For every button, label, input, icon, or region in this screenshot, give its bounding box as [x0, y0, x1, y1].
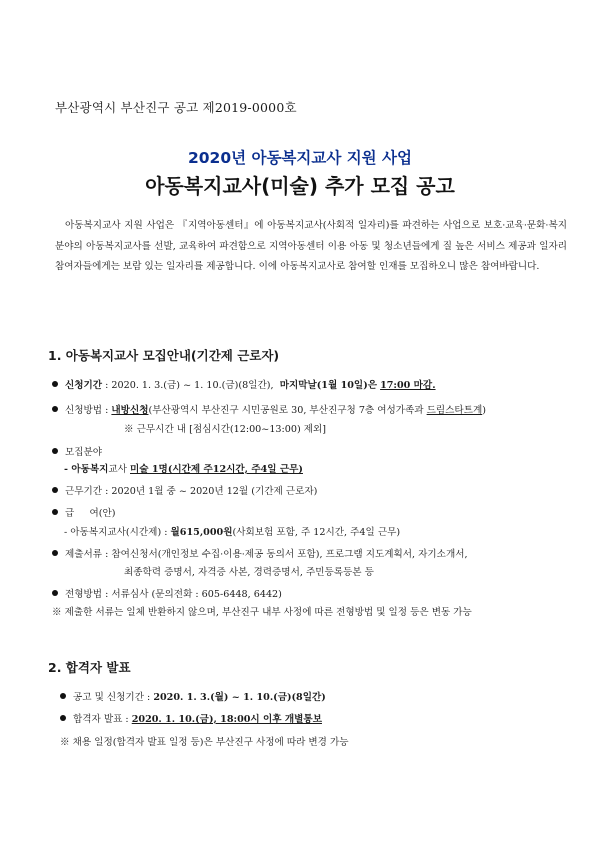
apply-period-row: 신청기간 : 2020. 1. 3.(금) ~ 1. 10.(금)(8일간), 마지막날(1월 10일)은 17:00 마감.: [52, 377, 436, 391]
announce-period-value: 2020. 1. 3.(월) ~ 1. 10.(금)(8일간): [153, 692, 326, 703]
intro-text: 아동복지교사 지원 사업은 『지역아동센터』에 아동복지교사(사회적 일자리)를 파견하는 사업으로 보호·교육·문화·복지 분야의 아동복지교사를 선발, 교육하여 파견함으로 지역아동센터 이용 아동 및 청소년들에게 질 높은 서비스 제공과 일자리 참여자들에게는 보람 있는 일자리를 제공합니다. 이에 아동복지교사로 참여할 인재를 모집하오니 많은 참여바랍니다.: [55, 220, 567, 272]
deadline-time: 17:00 마감.: [380, 380, 436, 391]
bullet-icon: [52, 448, 58, 454]
work-hours-note: ※ 근무시간 내 [점심시간(12:00~13:00) 제외]: [124, 424, 327, 435]
documents-row: 제출서류 : 참여신청서(개인정보 수집·이용·제공 동의서 포함), 프로그램 지도계획서, 자기소개서,: [52, 546, 468, 560]
screening-row: 전형방법 : 서류심사 (문의전화 : 605-6448, 6442): [52, 586, 282, 600]
notice-number: 부산광역시 부산진구 공고 제2019-0000호: [55, 100, 297, 115]
apply-method-value: 내방신청: [111, 405, 149, 416]
section2-note: ※ 채용 일정(합격자 발표 일정 등)은 부산진구 사정에 따라 변경 가능: [60, 737, 349, 748]
page-title: 아동복지교사(미술) 추가 모집 공고: [145, 174, 455, 198]
intro-paragraph: [55, 216, 567, 278]
bullet-icon: [52, 381, 58, 387]
apply-method-row: 신청방법 : 내방신청(부산광역시 부산진구 시민공원로 30, 부산진구청 7층 여성가족과 드림스타트계): [52, 402, 486, 416]
recruit-field-row: 모집분야: [52, 444, 102, 458]
recruit-field-value: 미술 1명(시간제 주12시간, 주4일 근무): [130, 464, 303, 475]
sub-title: 2020년 아동복지교사 지원 사업: [187, 149, 413, 167]
bullet-icon: [52, 550, 58, 556]
bullet-icon: [60, 715, 66, 721]
bullet-icon: [52, 590, 58, 596]
result-row: 합격자 발표 : 2020. 1. 10.(금), 18:00시 이후 개별통보: [60, 711, 322, 725]
pay-detail: - 아동복지교사(시간제) : 월615,000원(사회보험 포함, 주 12시간, 주4일 근무): [64, 527, 401, 538]
announce-period-row: 공고 및 신청기간 : 2020. 1. 3.(월) ~ 1. 10.(금)(8일간): [60, 689, 326, 703]
pay-row: 급 여(안): [52, 505, 116, 519]
bullet-icon: [60, 693, 66, 699]
bullet-icon: [52, 487, 58, 493]
bullet-icon: [52, 406, 58, 412]
apply-period-label: 신청기간: [65, 380, 103, 391]
result-value: 2020. 1. 10.(금), 18:00시 이후 개별통보: [131, 714, 322, 725]
bullet-icon: [52, 509, 58, 515]
section1-heading: 1. 아동복지교사 모집안내(기간제 근로자): [48, 348, 280, 363]
work-period-row: 근무기간 : 2020년 1월 중 ~ 2020년 12월 (기간제 근로자): [52, 483, 317, 497]
documents-row-2: 최종학력 증명서, 자격증 사본, 경력증명서, 주민등록등본 등: [124, 567, 374, 578]
pay-amount: 월615,000원: [170, 527, 233, 538]
dream-start-team: 드림스타트계: [426, 405, 483, 416]
deadline-label: 마지막날(1월 10일)은: [279, 380, 378, 391]
section1-note: ※ 제출한 서류는 일체 반환하지 않으며, 부산진구 내부 사정에 따른 전형방법 및 일정 등은 변동 가능: [52, 607, 472, 618]
recruit-field-detail: - 아동복지교사 미술 1명(시간제 주12시간, 주4일 근무): [64, 464, 303, 475]
apply-period-value: 2020. 1. 3.(금) ~ 1. 10.(금)(8일간),: [111, 380, 274, 391]
section2-heading: 2. 합격자 발표: [48, 660, 131, 675]
